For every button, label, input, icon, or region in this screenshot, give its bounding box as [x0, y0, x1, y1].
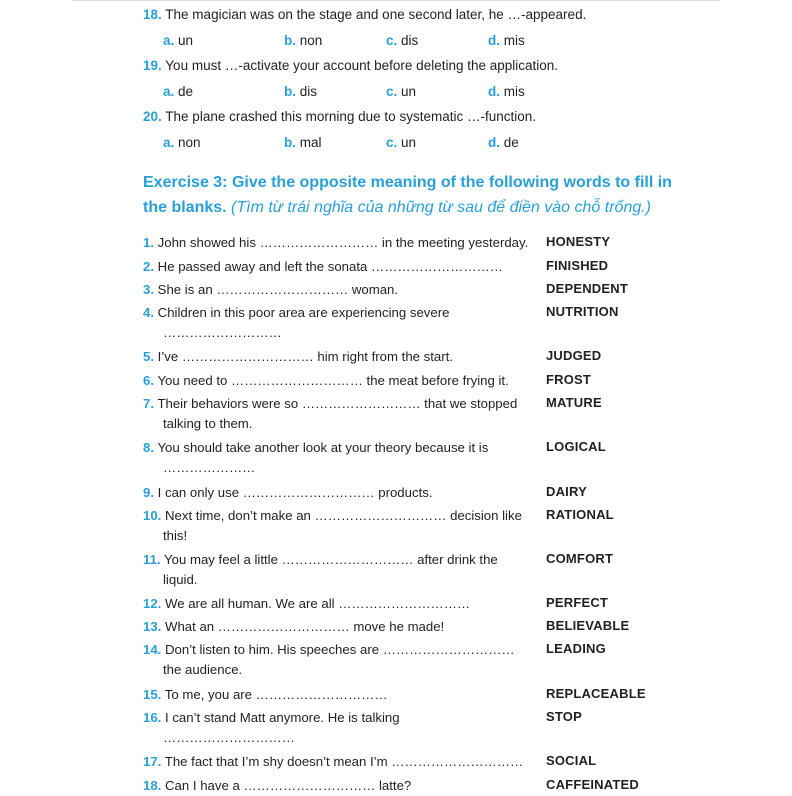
item-sentence: To me, you are ………………………… [164, 687, 388, 702]
exercise-item [143, 776, 543, 796]
item-sentence-continued: the audience. [163, 662, 243, 677]
option-b[interactable]: b. non [284, 33, 323, 48]
exercise-item [143, 594, 543, 614]
item-sentence: I can’t stand Matt anymore. He is talking [165, 710, 400, 725]
root-word: JUDGED [546, 348, 602, 363]
root-word: CAFFEINATED [546, 777, 639, 792]
item-sentence-continued: ………………… [163, 460, 256, 475]
root-word: MATURE [546, 395, 602, 410]
exercise-item [143, 752, 543, 772]
root-word: PERFECT [546, 595, 609, 610]
exercise-item [143, 483, 543, 503]
option-a[interactable]: a. un [163, 33, 194, 48]
item-number: 16. [143, 710, 162, 725]
question-text: The plane crashed this morning due to systematic …-function. [165, 109, 536, 124]
root-word: HONESTY [546, 234, 611, 249]
item-number: 8. [143, 440, 154, 455]
root-word: BELIEVABLE [546, 618, 630, 633]
item-sentence: What an ………………………… move he made! [165, 619, 445, 634]
item-number: 17. [143, 754, 162, 769]
item-sentence: I’ve ………………………… him right from the start. [157, 349, 453, 364]
exercise-item [143, 685, 543, 705]
item-number: 7. [143, 396, 154, 411]
item-sentence: You may feel a little ………………………… after drink the [164, 552, 498, 567]
question-19 [143, 58, 558, 73]
exercise-item [143, 280, 543, 300]
option-a[interactable]: a. de [163, 84, 194, 99]
item-number: 15. [143, 687, 162, 702]
option-b[interactable]: b. dis [284, 84, 318, 99]
exercise-3-instruction-vi: (Tìm từ trái nghĩa của những từ sau để điền vào chỗ trống.) [231, 199, 652, 216]
item-sentence: I can only use ………………………… products. [157, 485, 433, 500]
item-sentence: She is an ………………………… woman. [157, 282, 399, 297]
item-sentence: You need to ………………………… the meat before frying it. [157, 373, 509, 388]
question-number: 19. [143, 58, 162, 73]
exercise-item [143, 617, 543, 637]
item-number: 10. [143, 508, 162, 523]
item-sentence: Next time, don’t make an ………………………… decision like [165, 508, 522, 523]
exercise-3-title [143, 170, 683, 220]
question-20 [143, 109, 536, 124]
exercise-item [143, 394, 543, 434]
exercise-item [143, 506, 543, 546]
question-text: You must …-activate your account before deleting the application. [165, 58, 559, 73]
item-sentence: We are all human. We are all ………………………… [165, 596, 471, 611]
question-text: The magician was on the stage and one second later, he …-appeared. [165, 7, 587, 22]
item-sentence: Their behaviors were so ……………………… that we stopped [157, 396, 518, 411]
item-number: 18. [143, 778, 162, 793]
question-18 [143, 7, 586, 22]
option-d[interactable]: d. de [488, 135, 519, 150]
root-word: COMFORT [546, 551, 614, 566]
item-sentence: The fact that I’m shy doesn’t mean I’m ………………………… [164, 754, 524, 769]
option-d[interactable]: d. mis [488, 84, 525, 99]
item-sentence: He passed away and left the sonata ………………………… [157, 259, 503, 274]
exercise-item [143, 347, 543, 367]
root-word: LOGICAL [546, 439, 606, 454]
question-number: 20. [143, 109, 162, 124]
exercise-item [143, 640, 543, 680]
option-b[interactable]: b. mal [284, 135, 322, 150]
option-a[interactable]: a. non [163, 135, 201, 150]
item-sentence-continued: ……………………… [163, 325, 282, 340]
exercise-3-heading: Exercise 3: Give the opposite meaning of the following words to fill in the blanks. [143, 174, 672, 216]
item-sentence: John showed his ……………………… in the meeting yesterday. [157, 235, 529, 250]
item-number: 5. [143, 349, 154, 364]
root-word: LEADING [546, 641, 606, 656]
root-word: SOCIAL [546, 753, 597, 768]
item-sentence-continued: ………………………… [163, 730, 295, 745]
root-word: RATIONAL [546, 507, 614, 522]
root-word: STOP [546, 709, 582, 724]
root-word: REPLACEABLE [546, 686, 646, 701]
item-sentence-continued: talking to them. [163, 416, 253, 431]
item-sentence: Can I have a ………………………… latte? [165, 778, 412, 793]
exercise-item [143, 303, 543, 343]
root-word: FROST [546, 372, 592, 387]
item-number: 4. [143, 305, 154, 320]
item-number: 12. [143, 596, 162, 611]
item-sentence-continued: liquid. [163, 572, 198, 587]
option-c[interactable]: c. un [386, 84, 417, 99]
item-number: 3. [143, 282, 154, 297]
item-number: 9. [143, 485, 154, 500]
question-number: 18. [143, 7, 162, 22]
exercise-item [143, 257, 543, 277]
item-sentence: Don’t listen to him. His speeches are ………………………… [165, 642, 515, 657]
option-d[interactable]: d. mis [488, 33, 525, 48]
root-word: DEPENDENT [546, 281, 628, 296]
exercise-item [143, 371, 543, 391]
root-word: NUTRITION [546, 304, 619, 319]
item-number: 14. [143, 642, 162, 657]
exercise-item [143, 438, 543, 478]
item-number: 13. [143, 619, 162, 634]
item-sentence-continued: this! [163, 528, 188, 543]
root-word: FINISHED [546, 258, 609, 273]
item-number: 11. [143, 552, 161, 567]
item-number: 6. [143, 373, 154, 388]
exercise-item [143, 233, 543, 253]
root-word: DAIRY [546, 484, 587, 499]
option-c[interactable]: c. un [386, 135, 417, 150]
item-number: 2. [143, 259, 154, 274]
option-c[interactable]: c. dis [386, 33, 419, 48]
exercise-item [143, 708, 543, 748]
exercise-item [143, 550, 543, 590]
item-sentence: Children in this poor area are experiencing severe [157, 305, 450, 320]
item-number: 1. [143, 235, 154, 250]
item-sentence: You should take another look at your theory because it is [157, 440, 489, 455]
